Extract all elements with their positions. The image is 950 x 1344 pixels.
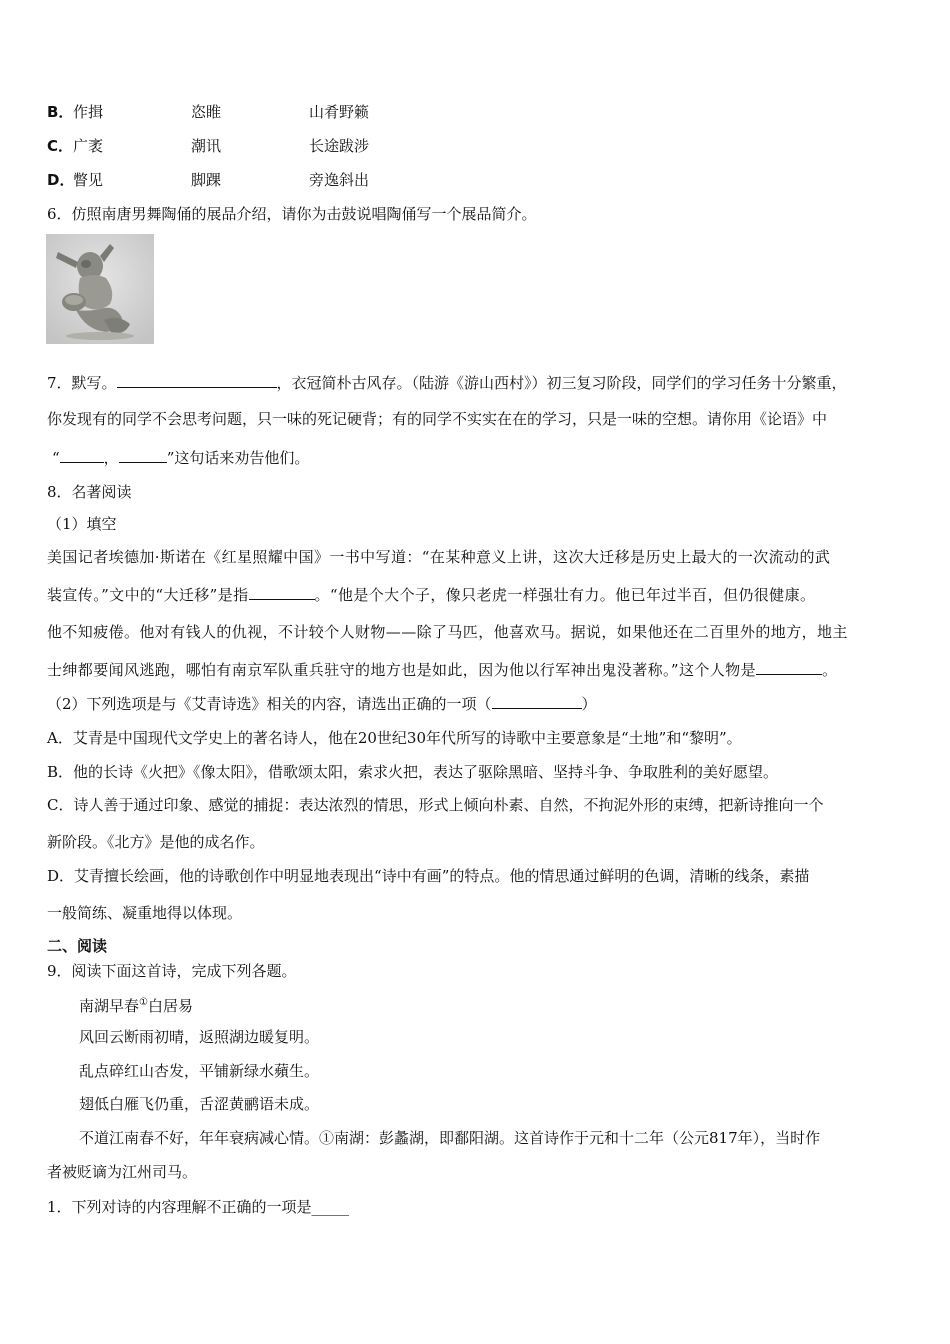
q7-comma: ，	[103, 449, 119, 467]
q8-sub2-close: ）	[581, 695, 597, 713]
q8-answer-blank[interactable]	[492, 693, 582, 709]
q8-subquestion-2	[47, 693, 597, 714]
poem-line-1: 风回云断雨初晴，返照湖边暖复明。	[79, 1028, 320, 1046]
q7-blank-3[interactable]	[119, 447, 167, 463]
poem-note-continuation: 者被贬谪为江州司马。	[47, 1163, 198, 1181]
q9-subquestion-1	[47, 1197, 349, 1217]
q8-paragraph-line-4	[47, 659, 837, 680]
question-7-line-2: 你发现有的同学不会思考问题，只一味的死记硬背；有的同学不实实在在的学习，只是一味的空想。请你用《论语》中	[47, 410, 828, 428]
option-word-2: 恣睢	[191, 103, 222, 121]
q8-option-d-line-2: 一般简练、凝重地得以体现。	[47, 904, 243, 922]
question-8-title: 8．名著阅读	[47, 483, 132, 501]
q8-option-c-line-2: 新阶段。《北方》是他的成名作。	[47, 833, 265, 851]
option-word-3: 长途跋涉	[309, 137, 370, 155]
poem-author: 白居易	[147, 997, 193, 1015]
question-9-title: 9．阅读下面这首诗，完成下列各题。	[47, 962, 297, 980]
q7-blank-2[interactable]	[60, 447, 104, 463]
option-letter: B．	[47, 103, 74, 121]
q7-tail: ”这句话来劝告他们。	[166, 449, 310, 467]
option-word-2: 脚踝	[191, 171, 222, 189]
q8-option-b: B．他的长诗《火把》《像太阳》，借歌颂太阳，索求火把，表达了驱除黑暗、坚持斗争、争取胜利的美好愿望。	[47, 763, 779, 781]
pottery-figurine-image	[46, 234, 154, 344]
question-6: 6．仿照南唐男舞陶俑的展品介绍，请你为击鼓说唱陶俑写一个展品简介。	[47, 205, 537, 223]
q7-open-quote: “	[52, 449, 60, 467]
poem-title-line	[79, 993, 193, 1016]
option-word-3: 旁逸斜出	[309, 171, 370, 189]
question-7-line-1	[47, 372, 847, 393]
q8-p2-text: 装宣传。”文中的“大迁移”是指	[47, 586, 249, 604]
q8-option-a: A．艾青是中国现代文学史上的著名诗人，他在20世纪30年代所写的诗歌中主要意象是“土地”和“黎明”。	[47, 729, 742, 747]
q8-option-c-line-1: C．诗人善于通过印象、感觉的捕捉：表达浓烈的情思，形式上倾向朴素、自然，不拘泥外形的束缚，把新诗推向一个	[47, 796, 824, 814]
q9-sub1-blank[interactable]: _____	[311, 1198, 350, 1216]
poem-line-2: 乱点碎红山杏发，平铺新绿水蘋生。	[79, 1062, 320, 1080]
q8-option-d-line-1: D．艾青擅长绘画，他的诗歌创作中明显地表现出“诗中有画”的特点。他的情思通过鲜明的色调，清晰的线条，素描	[47, 867, 810, 885]
option-word-1: 作揖	[73, 103, 104, 121]
q8-p2-tail: 。“他是个大个子，像只老虎一样强壮有力。他已年过半百，但仍很健康。	[314, 586, 816, 604]
option-letter: D．	[47, 171, 75, 189]
q8-p4-text: 士绅都要闻风逃跑，哪怕有南京军队重兵驻守的地方也是如此，因为他以行军神出鬼没著称。”这个人物是	[47, 661, 756, 679]
q8-sub2-text: （2）下列选项是与《艾青诗选》相关的内容，请选出正确的一项（	[47, 695, 492, 713]
section-heading-reading: 二、阅读	[47, 937, 108, 955]
option-word-2: 潮讯	[191, 137, 222, 155]
q8-blank-2[interactable]	[756, 659, 822, 675]
poem-title: 南湖早春	[79, 997, 140, 1015]
q8-blank-1[interactable]	[249, 584, 315, 600]
poem-line-4-with-note: 不道江南春不好，年年衰病减心情。①南湖：彭蠡湖，即鄱阳湖。这首诗作于元和十二年（公元817年），当时作	[79, 1129, 821, 1147]
option-word-1: 广袤	[73, 137, 104, 155]
q8-paragraph-line-3: 他不知疲倦。他对有钱人的仇视，不计较个人财物——除了马匹，他喜欢马。据说，如果他还在二百里外的地方，地主	[47, 623, 848, 641]
q8-paragraph-line-1: 美国记者埃德加·斯诺在《红星照耀中国》一书中写道：“在某种意义上讲，这次大迁移是历史上最大的一次流动的武	[47, 548, 831, 566]
q8-p4-tail: 。	[821, 661, 838, 679]
q8-subquestion-1: （1）填空	[47, 515, 117, 533]
poem-line-3: 翅低白雁飞仍重，舌涩黄鹂语未成。	[79, 1095, 320, 1113]
option-word-1: 瞥见	[73, 171, 104, 189]
q9-sub1-text: 1．下列对诗的内容理解不正确的一项是	[47, 1198, 312, 1216]
option-word-3: 山肴野籁	[309, 103, 370, 121]
q8-paragraph-line-2	[47, 584, 815, 605]
pottery-figurine-icon	[46, 234, 154, 344]
question-7-line-3	[52, 447, 309, 468]
poem-footnote-mark: ①	[139, 997, 148, 1008]
q7-text: ，衣冠简朴古风存。（陆游《游山西村》）初三复习阶段，同学们的学习任务十分繁重，	[276, 374, 847, 392]
q7-label: 7．默写。	[47, 374, 117, 392]
q7-blank-1[interactable]	[117, 372, 277, 388]
option-letter: C．	[47, 137, 74, 155]
